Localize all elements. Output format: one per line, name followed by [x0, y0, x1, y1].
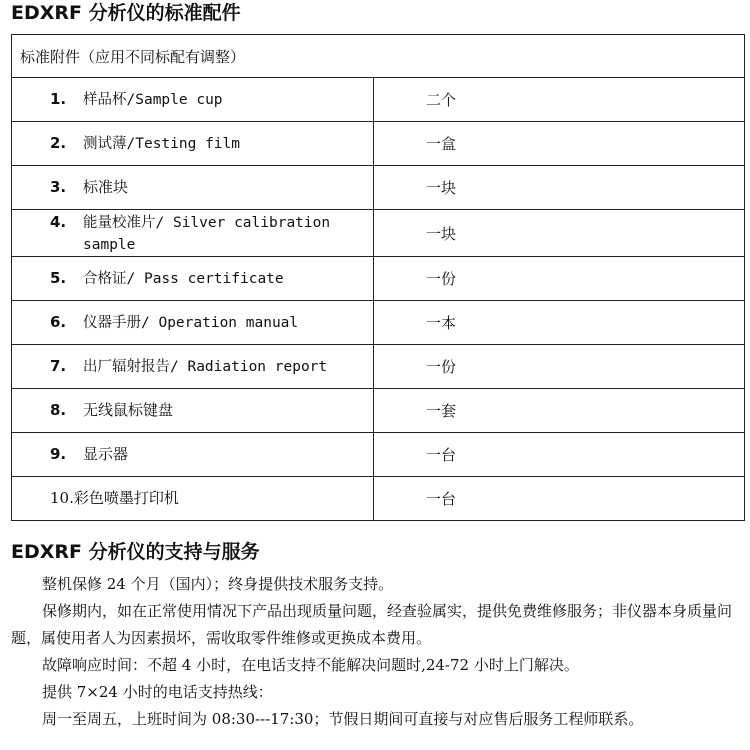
item-label: 仪器手册/ Operation manual	[83, 314, 299, 331]
item-number: 7.	[50, 356, 67, 375]
table-caption: 标准附件（应用不同标配有调整）	[12, 35, 745, 78]
repair-policy-paragraph: 保修期内，如在正常使用情况下产品出现质量问题，经查验属实，提供免费维修服务；非仪器本身质量问题，属使用者人为因素损坏，需收取零件维修或更换成本费用。	[11, 602, 733, 647]
item-label: 显示器	[83, 445, 129, 463]
table-row	[12, 166, 745, 210]
item-label-line1: 能量校准片/ Silver calibration	[83, 215, 331, 231]
item-number: 8.	[50, 401, 67, 419]
hotline-paragraph: 提供 7×24 小时的电话支持热线：	[42, 683, 273, 701]
item-label: 测试薄/Testing film	[83, 135, 240, 152]
accessories-table	[11, 34, 745, 521]
item-quantity: 一块	[374, 210, 745, 257]
table-row	[12, 257, 745, 301]
table-row	[12, 477, 745, 521]
table-row	[12, 301, 745, 345]
item-quantity: 一本	[374, 301, 745, 345]
table-row	[12, 389, 745, 433]
item-number: 2.	[50, 133, 67, 152]
item-label: 合格证/ Pass certificate	[83, 270, 284, 287]
item-quantity: 一份	[374, 345, 745, 389]
table-row	[12, 78, 745, 122]
table-row	[12, 433, 745, 477]
item-label: 标准块	[83, 178, 129, 196]
item-quantity: 一块	[374, 166, 745, 210]
item-quantity: 一台	[374, 477, 745, 521]
table-row	[12, 210, 745, 257]
item-quantity: 一套	[374, 389, 745, 433]
item-number: 5.	[50, 268, 67, 287]
working-hours-paragraph: 周一至周五，上班时间为 08:30---17:30；节假日期间可直接与对应售后服务工程师联系。	[42, 710, 644, 728]
item-number: 1.	[50, 89, 67, 108]
item-number: 3.	[50, 178, 67, 196]
standard-accessories-heading: EDXRF 分析仪的标准配件	[11, 2, 241, 24]
warranty-paragraph: 整机保修 24 个月（国内）；终身提供技术服务支持。	[42, 575, 394, 593]
item-quantity: 一份	[374, 257, 745, 301]
item-label: 出厂辐射报告/ Radiation report	[83, 358, 328, 375]
item-quantity: 一台	[374, 433, 745, 477]
response-time-paragraph: 故障响应时间：不超 4 小时，在电话支持不能解决问题时,24-72 小时上门解决。	[42, 656, 579, 674]
item-number: 9.	[50, 445, 67, 463]
item-number: 10.	[50, 489, 74, 507]
support-section	[11, 571, 744, 733]
item-label: 彩色喷墨打印机	[73, 489, 179, 507]
table-row	[12, 122, 745, 166]
support-service-heading: EDXRF 分析仪的支持与服务	[11, 541, 260, 563]
table-row	[12, 345, 745, 389]
item-label-line2: sample	[83, 237, 136, 253]
item-number: 4.	[50, 213, 67, 231]
item-label: 无线鼠标键盘	[83, 401, 174, 419]
item-label: 样品杯/Sample cup	[83, 91, 223, 108]
item-quantity: 二个	[374, 78, 745, 122]
item-number: 6.	[50, 312, 67, 331]
item-quantity: 一盒	[374, 122, 745, 166]
